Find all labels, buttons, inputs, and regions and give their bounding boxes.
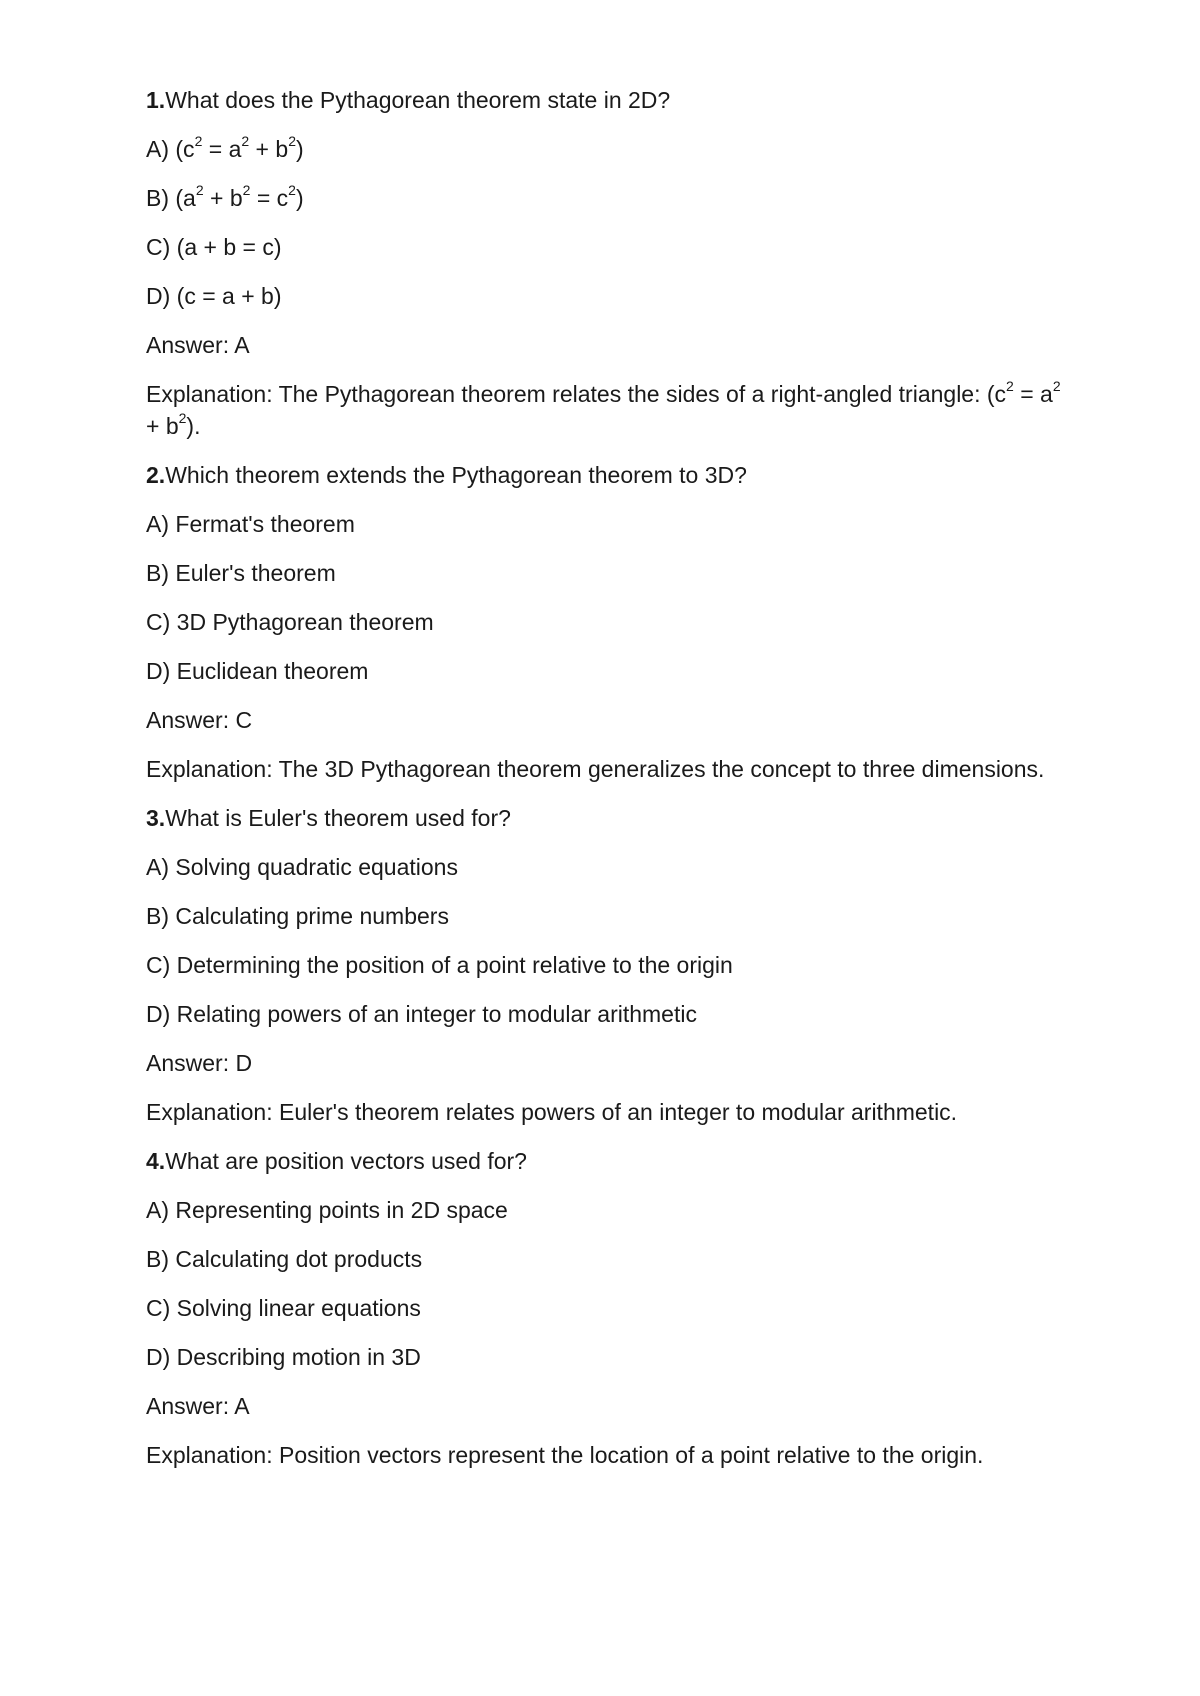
option-b: B) $(a^2 + b^2 = c^2)$ (146, 182, 304, 211)
option-d: D) Relating powers of an integer to modular arithmetic (146, 1001, 697, 1027)
question-text: What is Euler's theorem used for? (165, 805, 511, 831)
option-a: A) $(c^2 = a^2 + b^2)$ (146, 133, 304, 162)
question-number: 2. (146, 462, 166, 488)
question-2 (146, 459, 1066, 491)
option-b: B) Calculating dot products (146, 1246, 423, 1272)
option-b: B) Calculating prime numbers (146, 903, 449, 929)
option-a: A) Fermat's theorem (146, 511, 355, 537)
option-a: A) Solving quadratic equations (146, 854, 458, 880)
option-c: C) (a + b = c) (146, 234, 282, 260)
question-text: What does the Pythagorean theorem state in 2D? (165, 87, 671, 113)
question-number: 3. (146, 805, 166, 831)
option-c: C) 3D Pythagorean theorem (146, 609, 434, 635)
explanation: Explanation: Euler's theorem relates powers of an integer to modular arithmetic. (146, 1099, 958, 1125)
answer: Answer: D (146, 1050, 253, 1076)
explanation: Explanation: Position vectors represent the location of a point relative to the origin. (146, 1442, 984, 1468)
option-c: C) Solving linear equations (146, 1295, 421, 1321)
question-3 (146, 802, 1066, 834)
explanation: Explanation: The Pythagorean theorem relates the sides of a right-angled triangle: $(c^2 = a^2 + b^2)$. (146, 378, 1061, 439)
option-c: C) Determining the position of a point relative to the origin (146, 952, 733, 978)
question-number: 1. (146, 87, 166, 113)
explanation: Explanation: The 3D Pythagorean theorem generalizes the concept to three dimensions. (146, 756, 1045, 782)
question-4 (146, 1145, 1066, 1177)
question-text: What are position vectors used for? (165, 1148, 527, 1174)
question-number: 4. (146, 1148, 166, 1174)
quiz-content (146, 84, 1066, 1488)
option-d: D) (c = a + b) (146, 283, 282, 309)
answer: Answer: A (146, 332, 250, 358)
option-a: A) Representing points in 2D space (146, 1197, 508, 1223)
option-b: B) Euler's theorem (146, 560, 336, 586)
answer: Answer: C (146, 707, 253, 733)
option-d: D) Euclidean theorem (146, 658, 369, 684)
answer: Answer: A (146, 1393, 250, 1419)
question-text: Which theorem extends the Pythagorean theorem to 3D? (165, 462, 747, 488)
question-1 (146, 84, 1066, 116)
option-d: D) Describing motion in 3D (146, 1344, 421, 1370)
